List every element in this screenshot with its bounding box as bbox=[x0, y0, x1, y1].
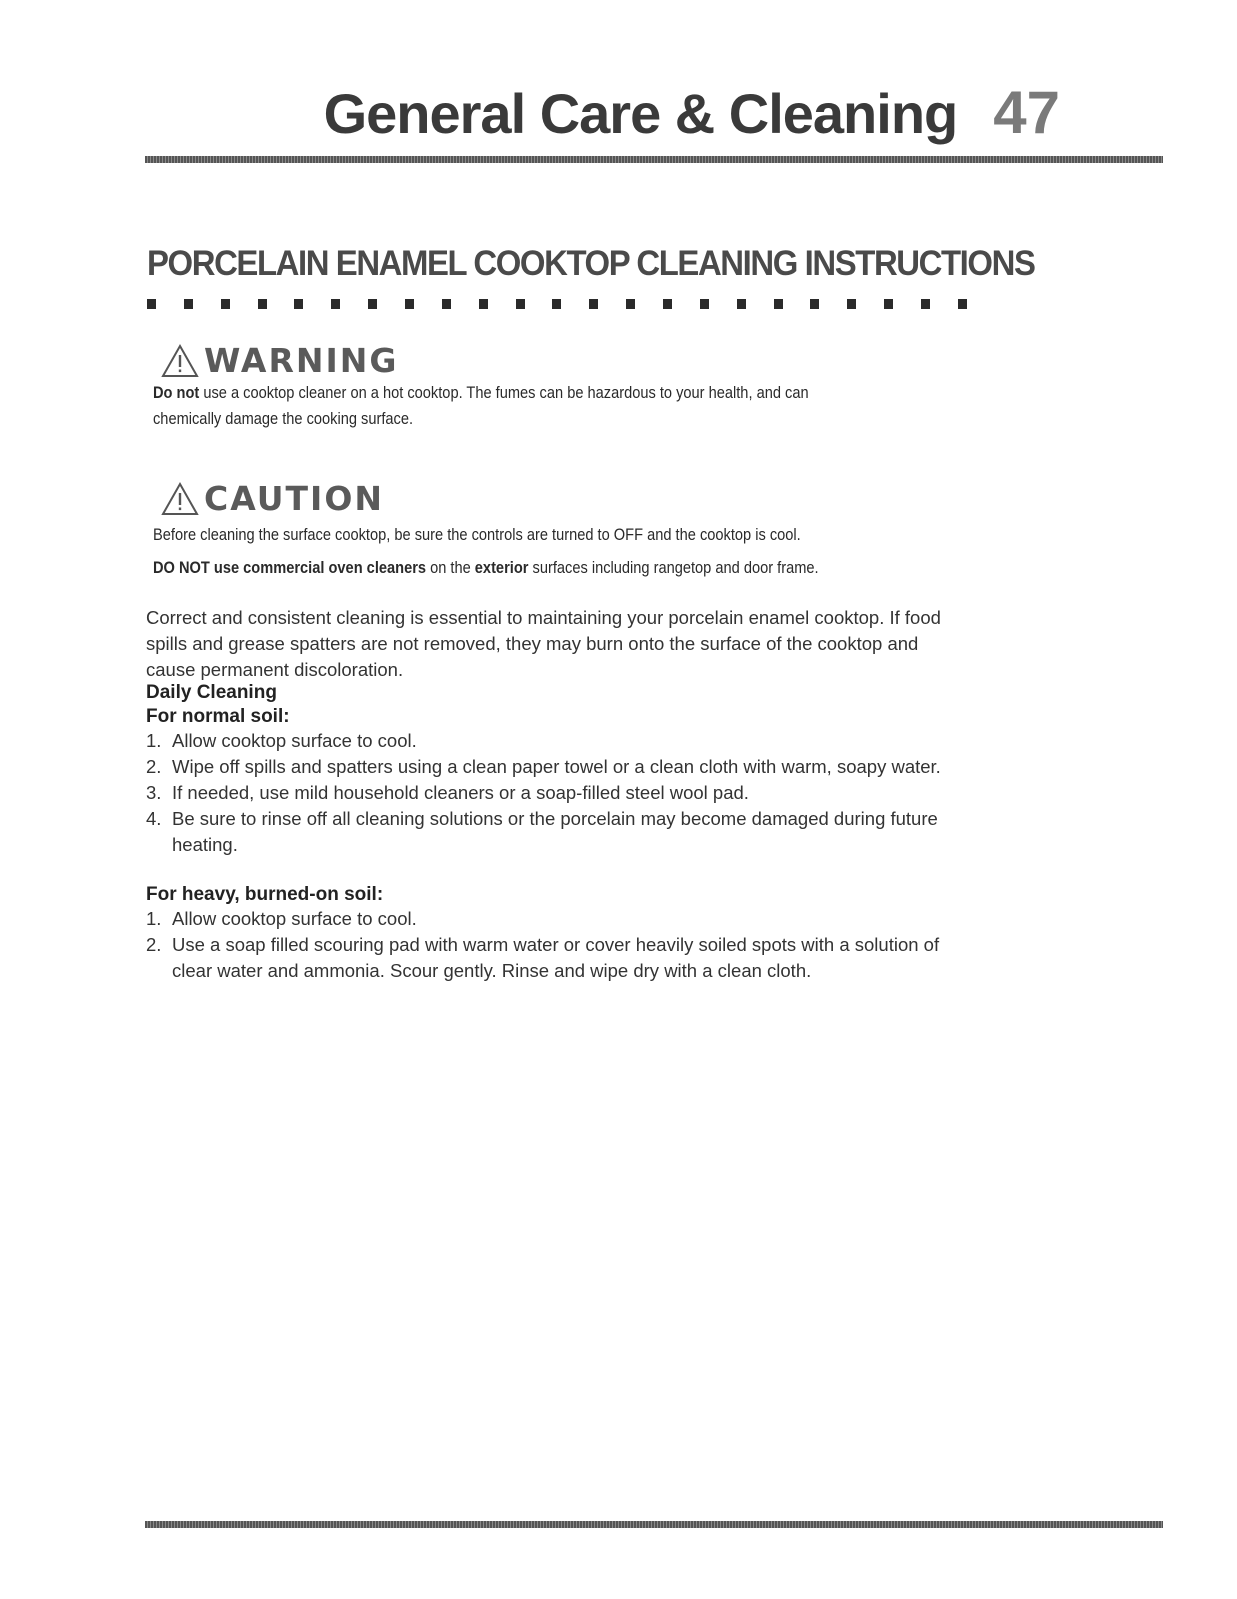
divider-square bbox=[921, 299, 930, 309]
divider-square bbox=[331, 299, 340, 309]
divider-square bbox=[774, 299, 783, 309]
divider-square bbox=[810, 299, 819, 309]
list-item: 1. Allow cooktop surface to cool. bbox=[146, 730, 417, 751]
caution-text-b: surfaces including rangetop and door frame. bbox=[528, 558, 819, 577]
divider-square bbox=[847, 299, 856, 309]
normal-soil-heading: For normal soil: bbox=[146, 706, 290, 727]
divider-square bbox=[405, 299, 414, 309]
normal-soil-steps bbox=[146, 728, 966, 858]
warning-triangle-icon bbox=[160, 481, 200, 517]
caution-line-2 bbox=[153, 555, 858, 581]
list-item: 3. If needed, use mild household cleaners or a soap-filled steel wool pad. bbox=[146, 782, 749, 803]
divider-square bbox=[368, 299, 377, 309]
divider-square bbox=[737, 299, 746, 309]
divider-square bbox=[552, 299, 561, 309]
divider-square bbox=[626, 299, 635, 309]
heavy-soil-heading: For heavy, burned-on soil: bbox=[146, 884, 384, 905]
list-item: 1. Allow cooktop surface to cool. bbox=[146, 908, 417, 929]
divider-square bbox=[516, 299, 525, 309]
page-title: General Care & Cleaning bbox=[323, 82, 958, 145]
divider-square bbox=[479, 299, 488, 309]
header-rule bbox=[145, 156, 1163, 163]
divider-square bbox=[184, 299, 193, 309]
divider-square bbox=[663, 299, 672, 309]
caution-bold-a: DO NOT use commercial oven cleaners bbox=[153, 558, 427, 577]
heavy-soil-steps bbox=[146, 906, 966, 984]
divider-square bbox=[221, 299, 230, 309]
caution-line-1: Before cleaning the surface cooktop, be sure the controls are turned to OFF and the cooktop is cool. bbox=[153, 525, 801, 544]
daily-cleaning-heading: Daily Cleaning bbox=[146, 682, 277, 703]
warning-label: WARNING bbox=[204, 341, 399, 380]
square-divider bbox=[147, 299, 967, 309]
list-item: 2. Wipe off spills and spatters using a clean paper towel or a clean cloth with warm, soapy water. bbox=[146, 756, 941, 777]
list-item: 2. Use a soap filled scouring pad with warm water or cover heavily soiled spots with a solution of clear water and ammonia. Scour gently. Rinse and wipe dry with a clean cloth. bbox=[146, 934, 940, 981]
caution-heading bbox=[160, 479, 384, 518]
page-number: 47 bbox=[993, 79, 1060, 146]
divider-square bbox=[258, 299, 267, 309]
divider-square bbox=[442, 299, 451, 309]
divider-square bbox=[294, 299, 303, 309]
caution-bold-b: exterior bbox=[474, 558, 529, 577]
divider-square bbox=[700, 299, 709, 309]
divider-square bbox=[958, 299, 967, 309]
warning-body: use a cooktop cleaner on a hot cooktop. The fumes can be hazardous to your health, and can chemically damage the cooking surface. bbox=[153, 383, 809, 428]
divider-square bbox=[147, 299, 156, 309]
caution-label: CAUTION bbox=[204, 479, 384, 518]
section-title: PORCELAIN ENAMEL COOKTOP CLEANING INSTRUCTIONS bbox=[147, 244, 1035, 283]
divider-square bbox=[589, 299, 598, 309]
warning-heading bbox=[160, 341, 398, 380]
caution-text-a: on the bbox=[426, 558, 475, 577]
divider-square bbox=[884, 299, 893, 309]
warning-triangle-icon bbox=[160, 343, 200, 379]
list-item: 4. Be sure to rinse off all cleaning solutions or the porcelain may become damaged during future heating. bbox=[146, 808, 938, 855]
intro-paragraph: Correct and consistent cleaning is essential to maintaining your porcelain enamel cooktop. If food spills and grease spatters are not removed, they may burn onto the surface of the cooktop and cause permanent discoloration. bbox=[146, 607, 941, 680]
page-header bbox=[0, 78, 1060, 147]
footer-rule bbox=[145, 1521, 1163, 1528]
warning-text bbox=[153, 380, 858, 432]
warning-emphasis: Do not bbox=[153, 383, 200, 402]
